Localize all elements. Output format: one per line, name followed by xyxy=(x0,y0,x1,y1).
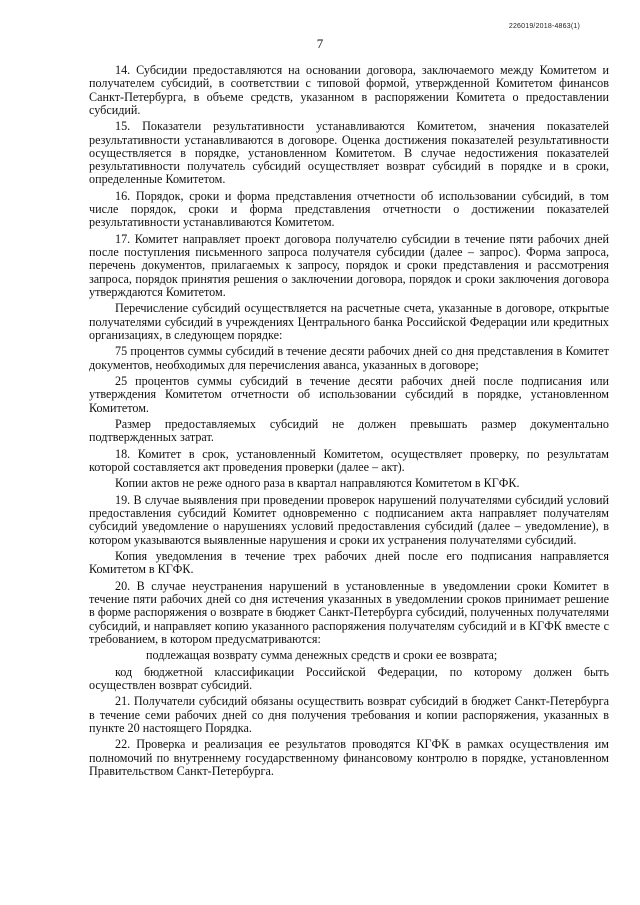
paragraph-21: 21. Получатели субсидий обязаны осуществить возврат субсидий в бюджет Санкт-Петербурга в течение семи рабочих дней со дня получения требования и копии распоряжения, указанных в пункте 20 настоящего Порядка. xyxy=(89,694,609,736)
document-body xyxy=(89,64,609,781)
paragraph-25-percent: 25 процентов суммы субсидий в течение десяти рабочих дней после подписания или утверждения Комитетом отчетности об использовании субсидий в порядке, установленном Комитетом. xyxy=(89,374,609,415)
paragraph-subsidy-limit: Размер предоставляемых субсидий не должен превышать размер документально подтвержденных затрат. xyxy=(89,417,609,445)
paragraph-refund-amount: подлежащая возврату сумма денежных средств и сроки ее возврата; xyxy=(146,648,498,663)
paragraph-19: 19. В случае выявления при проведении проверок нарушений получателями субсидий условий предоставления субсидий Комитет одновременно с подписанием акта направляет получателям субсидий уведомление о нарушениях условий предоставления субсидий (далее – уведомление), в котором указываются выявленные нарушения и сроки их устранения получателями субсидий. xyxy=(89,492,609,547)
paragraph-notice-copy: Копия уведомления в течение трех рабочих дней после его подписания направляется Комитетом в КГФК. xyxy=(89,549,609,577)
document-id: 226019/2018-4863(1) xyxy=(508,23,580,30)
paragraph-act-copies: Копии актов не реже одного раза в квартал направляются Комитетом в КГФК. xyxy=(115,476,520,491)
paragraph-budget-code: код бюджетной классификации Российской Федерации, по которому должен быть осуществлен возврат субсидий. xyxy=(89,664,609,693)
page-number: 7 xyxy=(316,36,324,51)
paragraph-17: 17. Комитет направляет проект договора получателю субсидии в течение пяти рабочих дней после поступления письменного запроса получателя субсидии (далее – запрос). Форма запроса, перечень документов, прилагаемых к запросу, порядок и сроки представления и рассмотрения запроса, порядок принятия решения о заключении договора, порядок и сроки заключения договора утверждаются Комитетом. xyxy=(89,231,609,300)
paragraph-15: 15. Показатели результативности устанавливаются Комитетом, значения показателей результативности устанавливаются в договоре. Оценка достижения показателей результативности осуществляется в порядке, установленном Комитетом. В случае недостижения показателей результативности получатель субсидий осуществляет возврат субсидий в порядке и в сроки, определенные Комитетом. xyxy=(89,119,609,187)
paragraph-14: 14. Субсидии предоставляются на основании договора, заключаемого между Комитетом и получателем субсидий, в соответствии с типовой формой, утвержденной Комитетом финансов Санкт-Петербурга, в объеме средств, указанном в распоряжении Комитета о предоставлении субсидий. xyxy=(89,63,609,117)
paragraph-22: 22. Проверка и реализация ее результатов проводятся КГФК в рамках осуществления им полномочий по внутреннему государственному финансовому контролю в порядке, установленном Правительством Санкт-Петербурга. xyxy=(89,737,609,779)
paragraph-16: 16. Порядок, сроки и форма представления отчетности об использовании субсидий, в том числе порядок, сроки и форма представления отчетности о достижении показателей результативности устанавливаются Комитетом. xyxy=(89,188,609,230)
paragraph-20: 20. В случае неустранения нарушений в установленные в уведомлении сроки Комитет в течение пяти рабочих дней со дня истечения указанных в уведомлении сроков принимает решение в форме распоряжения о возврате в бюджет Санкт-Петербурга субсидий, полученных получателями субсидий, и направляет копию указанного распоряжения получателям субсидий и в КГФК вместе с требованием, в котором предусматриваются: xyxy=(89,578,609,646)
paragraph-18: 18. Комитет в срок, установленный Комитетом, осуществляет проверку, по результатам которой составляется акт проведения проверки (далее – акт). xyxy=(89,446,609,475)
paragraph-75-percent: 75 процентов суммы субсидий в течение десяти рабочих дней со дня представления в Комитет документов, необходимых для перечисления аванса, указанных в договоре; xyxy=(89,344,609,372)
paragraph-transfer-order: Перечисление субсидий осуществляется на расчетные счета, указанные в договоре, открытые получателями субсидий в учреждениях Центрального банка Российской Федерации или кредитных организациях, в следующем порядке: xyxy=(89,301,609,343)
